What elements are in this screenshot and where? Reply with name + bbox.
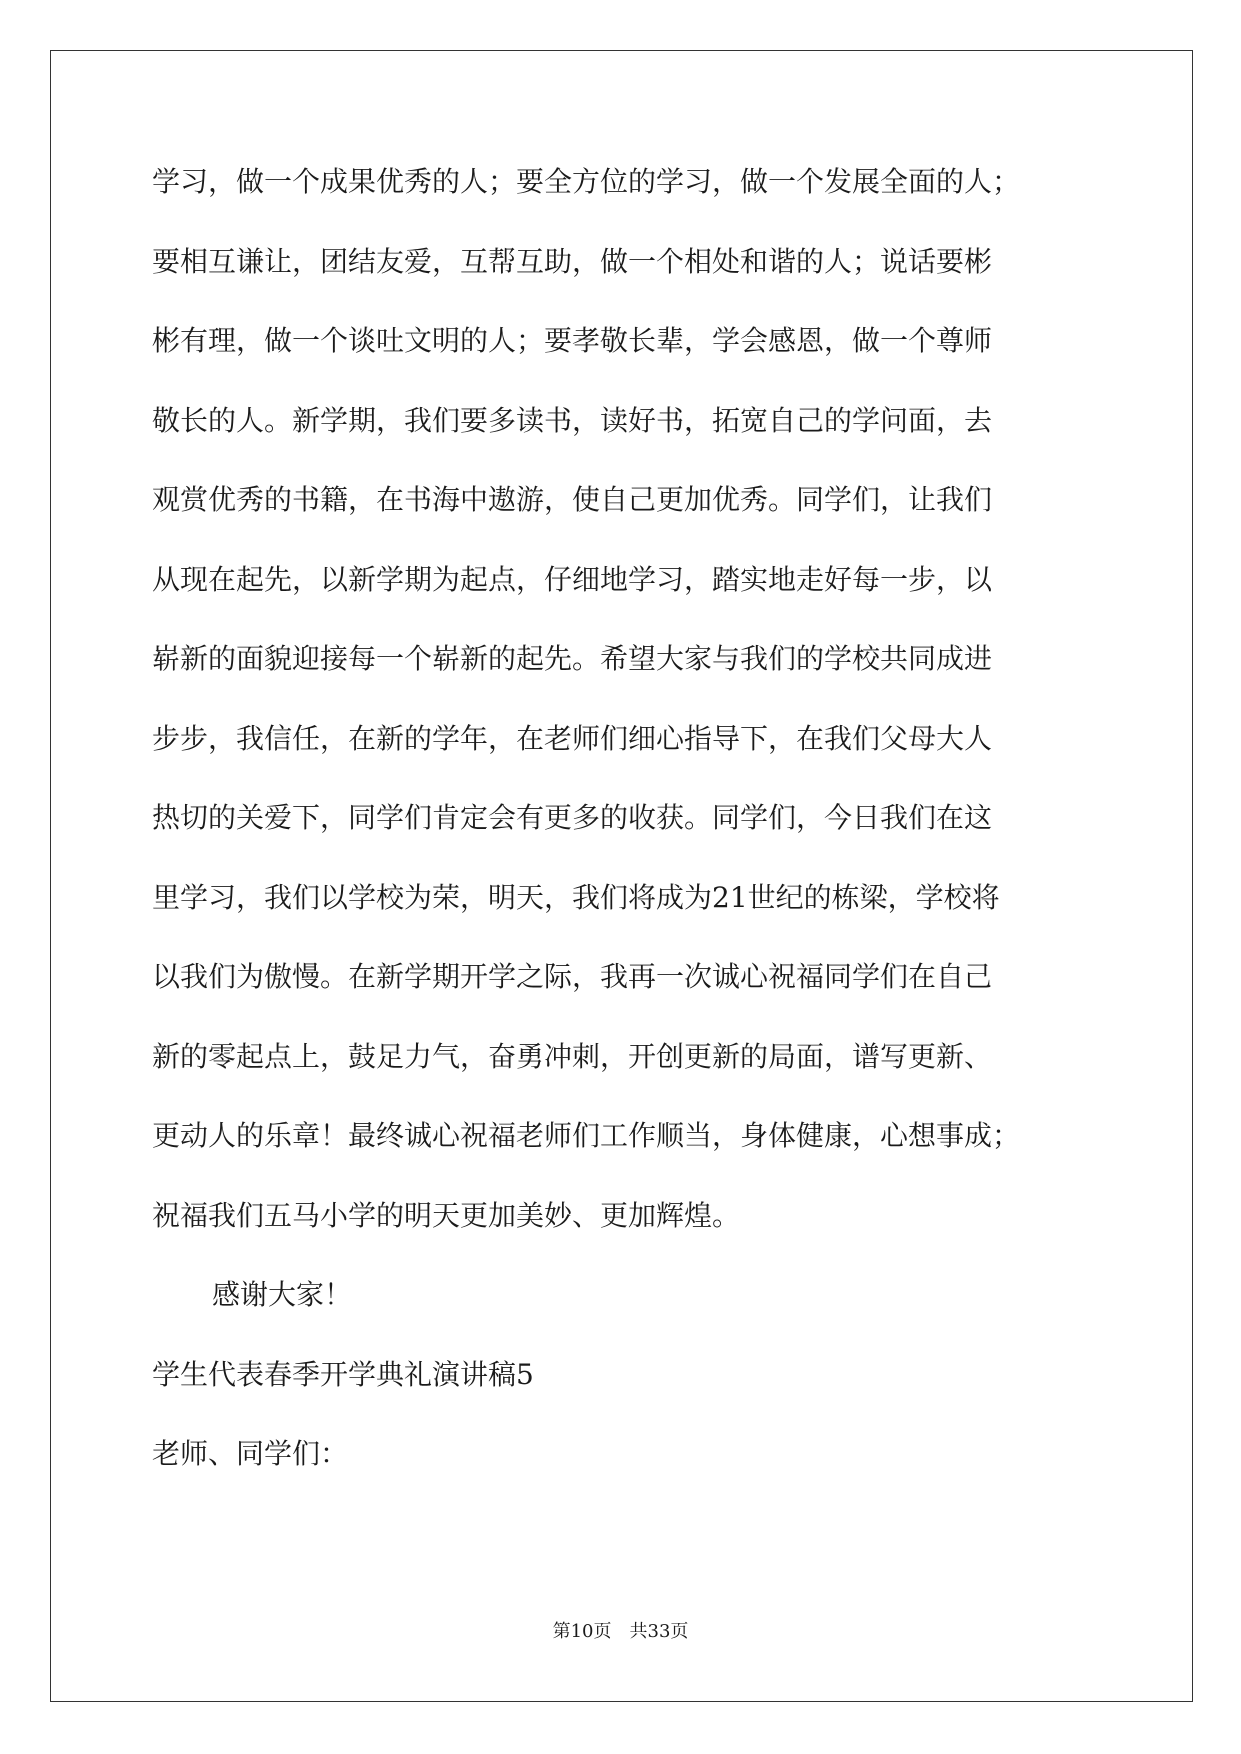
paragraph-line: 从现在起先，以新学期为起点，仔细地学习，踏实地走好每一步，以 — [152, 562, 993, 596]
paragraph-line: 更动人的乐章！最终诚心祝福老师们工作顺当，身体健康，心想事成； — [152, 1119, 1021, 1152]
paragraph-line: 步步，我信任，在新的学年，在老师们细心指导下，在我们父母大人 — [152, 721, 993, 755]
paragraph-line: 崭新的面貌迎接每一个崭新的起先。希望大家与我们的学校共同成进 — [152, 642, 993, 675]
paragraph-line: 彬有理，做一个谈吐文明的人；要孝敬长辈，学会感恩，做一个尊师 — [152, 324, 993, 357]
paragraph-line: 观赏优秀的书籍，在书海中遨游，使自己更加优秀。同学们，让我们 — [152, 483, 993, 516]
paragraph-line: 敬长的人。新学期，我们要多读书，读好书，拓宽自己的学问面，去 — [152, 403, 993, 437]
paragraph-line: 学习，做一个成果优秀的人；要全方位的学习，做一个发展全面的人； — [152, 165, 1021, 198]
salutation-line: 老师、同学们： — [152, 1437, 349, 1470]
page-number-total: 共33页 — [629, 1621, 689, 1642]
thanks-line: 感谢大家！ — [212, 1278, 353, 1311]
paragraph-line: 以我们为傲慢。在新学期开学之际，我再一次诚心祝福同学们在自己 — [152, 960, 993, 993]
page-number-current: 第10页 — [552, 1621, 612, 1642]
document-body — [152, 160, 1132, 1512]
paragraph-line: 要相互谦让，团结友爱，互帮互助，做一个相处和谐的人；说话要彬 — [152, 244, 993, 278]
paragraph-line: 祝福我们五马小学的明天更加美妙、更加辉煌。 — [152, 1198, 741, 1232]
paragraph-line: 热切的关爱下，同学们肯定会有更多的收获。同学们，今日我们在这 — [152, 801, 993, 834]
paragraph-line: 新的零起点上，鼓足力气，奋勇冲刺，开创更新的局面，谱写更新、 — [152, 1039, 993, 1073]
paragraph-line: 里学习，我们以学校为荣，明天，我们将成为21世纪的栋梁，学校将 — [152, 880, 1000, 914]
page-footer — [0, 1620, 1241, 1644]
section-title: 学生代表春季开学典礼演讲稿5 — [152, 1357, 534, 1391]
